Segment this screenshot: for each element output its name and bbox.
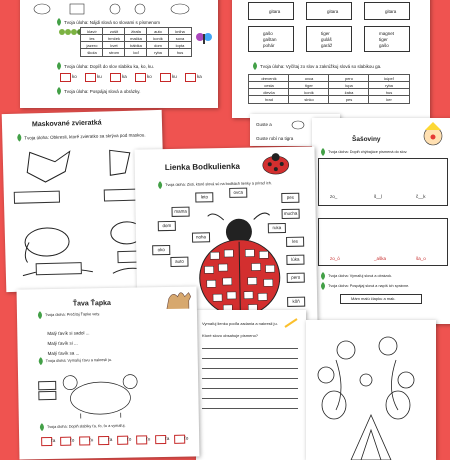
answer-box[interactable] (38, 391, 56, 400)
task-text: Tvoja úloha: Nájdi slová so slovami s písmenom (64, 20, 161, 25)
gap-word[interactable]: _aška (374, 256, 387, 261)
worksheet-title: Ťava Ťapka (72, 299, 111, 308)
sentence-line[interactable]: Malý ťavík si sadol ... (47, 330, 90, 337)
grid-cell[interactable]: auto (146, 27, 170, 36)
syllable-box[interactable] (185, 73, 196, 82)
card-word: pohár (263, 43, 275, 48)
card-word: gaštan (263, 37, 277, 42)
task-text: Tvoja úloha: Pospájaj slová a obrázky. (64, 89, 141, 94)
word-tile[interactable]: pero (287, 273, 305, 283)
picture-grid (318, 158, 448, 206)
grid-cell[interactable]: lopta (168, 41, 192, 50)
card-word: gašo (263, 31, 273, 36)
syllable-box[interactable] (135, 73, 146, 82)
pictures-icon (30, 2, 200, 16)
task-text: Tvoja úloha: Dopíš do slov slabiku ka, ko, ku. (64, 64, 155, 69)
grid-cell[interactable]: zošit (102, 27, 126, 36)
syllable-label: ťo (127, 436, 132, 442)
word-tile[interactable]: ruka (268, 223, 286, 233)
card-word: gitara (327, 9, 339, 14)
grid-cell[interactable]: bábika (124, 41, 148, 50)
syllable-label: ťu (89, 437, 94, 443)
answer-box[interactable] (36, 262, 82, 275)
leaf-icon (320, 272, 326, 280)
card-word: guláš (321, 37, 332, 42)
clown-icon (420, 122, 446, 148)
table-cell[interactable]: lupa (328, 81, 370, 90)
grid-cell[interactable]: strom (102, 48, 126, 57)
syllable-box[interactable] (160, 73, 171, 82)
word-card (306, 26, 352, 52)
worksheet-top-left (20, 0, 218, 108)
grid-cell[interactable]: koník (146, 34, 170, 43)
card-word: garáž (321, 43, 333, 48)
table-cell[interactable]: tiger (288, 81, 330, 90)
sentence-box (340, 294, 422, 304)
card-word: magnet (379, 31, 395, 36)
task-text: Tvoja úloha: Doplň slabiky ťa, ťo, ťu a vymaľuj. (46, 423, 126, 430)
table-cell[interactable]: hrad (248, 95, 290, 104)
butterfly-icon (196, 32, 212, 46)
writing-line[interactable] (202, 378, 298, 379)
syllable-label: ko (72, 74, 77, 79)
table-cell[interactable]: žaba (328, 88, 370, 97)
syllable-label: ka (122, 74, 127, 79)
table-cell[interactable]: pero (328, 74, 370, 83)
task-text: Tvoja úloha: Vymaľuj slová a obrázok. (328, 274, 393, 278)
table-cell[interactable]: pes (328, 95, 370, 104)
writing-line[interactable] (202, 408, 298, 409)
grid-cell[interactable]: škola (80, 48, 104, 57)
leaf-icon (37, 311, 43, 319)
word-tile[interactable]: les (286, 237, 304, 247)
word-tile[interactable]: dom (158, 221, 176, 231)
writing-line[interactable] (202, 368, 298, 369)
grid-cell[interactable]: dom (146, 41, 170, 50)
word-tile[interactable]: mama (171, 207, 189, 217)
gap-word[interactable]: ša_o (416, 256, 426, 261)
sentence-line[interactable]: Malý ťavík sa ... (47, 350, 80, 357)
grid-cell[interactable]: sova (168, 34, 192, 43)
leaf-icon (16, 134, 22, 142)
task-text: Tvoja úloha: Vyčítaj zo slov a zakrúžkuj slová so slabikou ga. (260, 64, 382, 69)
syllable-row (60, 73, 210, 83)
task-text: Tvoja úloha: Pospájaj slová a napíš ich správne. (328, 284, 410, 288)
syllable-label: ku (97, 74, 102, 79)
task-text: Tvoja úloha: Doplň chýbajúce písmená do slov. (328, 150, 408, 154)
grid-cell[interactable]: kvet (102, 41, 126, 50)
worksheet-title: Šašoviny (352, 136, 381, 143)
leaf-icon (56, 87, 62, 95)
word-card (364, 2, 410, 20)
worksheet-bottom-middle (196, 310, 306, 460)
table-cell[interactable]: dievča (248, 88, 290, 97)
word-tile[interactable]: lúka (286, 255, 304, 265)
gap-word[interactable]: š__l (374, 194, 383, 199)
worksheet-camel (17, 286, 200, 459)
word-tile[interactable]: ovca (229, 188, 247, 198)
syllable-label: ťa (108, 436, 113, 443)
card-word: gašo (379, 43, 389, 48)
word-tile[interactable]: mucha (282, 209, 300, 219)
task-text: Vymaľuj lienku podľa zadania a nakresli ju. (202, 321, 278, 326)
cat-icon (290, 118, 306, 130)
syllable-label: ťo (184, 435, 189, 441)
writing-line[interactable] (202, 398, 298, 399)
task-text: Tvoja úloha: Obkresli, ktoré zvieratko sa skrýva pod maskou. (24, 132, 146, 141)
answer-box[interactable] (14, 191, 60, 204)
syllable-box[interactable] (60, 73, 71, 82)
table-cell[interactable]: ovca (288, 74, 330, 83)
task-text: Tvoja úloha: Vymaľuj ťavu a nakresli ju. (45, 357, 113, 364)
pencil-icon (284, 318, 298, 328)
writing-line[interactable] (202, 358, 298, 359)
table-cell[interactable]: kúpeľ (368, 74, 410, 83)
table-cell[interactable]: cesta (248, 81, 290, 90)
word-tile[interactable]: auto (170, 257, 188, 267)
leaf-icon (56, 18, 62, 26)
word-card (248, 2, 294, 20)
gap-word[interactable]: zo_ó (330, 256, 340, 261)
leaf-icon (157, 181, 163, 189)
syllable-label: ťo (70, 437, 75, 443)
syllable-row (41, 435, 191, 448)
syllable-label: ko (147, 74, 152, 79)
grid-cell[interactable]: žirafa (124, 27, 148, 36)
sentence-text: Mám malú čiapku a mak. (351, 296, 396, 301)
card-word: gitara (269, 9, 281, 14)
worksheet-sasoviny (312, 118, 450, 324)
strip-text: Guste a (256, 122, 272, 127)
syllable-box[interactable] (110, 73, 121, 82)
leaf-icon (252, 62, 258, 70)
worksheet-top-right (232, 0, 430, 118)
table-cell[interactable]: dreveník (248, 74, 290, 83)
card-word: tiger (321, 31, 330, 36)
grid-cell[interactable]: klavír (80, 27, 104, 36)
grid-cell[interactable]: mačka (124, 34, 148, 43)
sentence-line[interactable]: Malý ťavík si ... (47, 340, 78, 347)
syllable-label: ku (172, 74, 177, 79)
grid-cell[interactable]: jazero (80, 41, 104, 50)
word-card (306, 2, 352, 20)
word-card (248, 26, 294, 52)
strip-text: Guste robí na tigra (256, 136, 294, 141)
grid-cell[interactable]: hus (168, 48, 192, 57)
word-tile[interactable]: kôň (287, 297, 305, 307)
syllable-label: ťa (51, 437, 56, 444)
writing-line[interactable] (202, 348, 298, 349)
camel-coloring-icon (50, 367, 161, 419)
gap-word[interactable]: č__k (416, 194, 426, 199)
word-card (364, 26, 410, 52)
grid-cell[interactable]: loď (124, 48, 148, 57)
word-tile[interactable]: pes (281, 193, 299, 203)
card-word: tiger (379, 37, 388, 42)
syllable-box[interactable] (85, 73, 96, 82)
task-text: Ktoré slovo obsahuje písmeno? (202, 333, 259, 338)
worksheet-title: Lienka Bodkulienka (164, 161, 241, 173)
table-cell[interactable]: ker (368, 95, 410, 104)
grid-cell[interactable]: hrnček (102, 34, 126, 43)
card-word: gitara (385, 9, 397, 14)
gap-word[interactable]: zo_ (330, 194, 338, 199)
table-cell[interactable]: slnko (288, 95, 330, 104)
leaf-icon (320, 282, 326, 290)
grid-cell[interactable]: les (80, 34, 104, 43)
leaf-icon (320, 148, 326, 156)
table-cell[interactable]: ryba (368, 81, 410, 90)
answer-box[interactable] (38, 381, 56, 390)
word-tile[interactable]: oko (152, 245, 170, 255)
syllable-label: ťa (165, 435, 170, 442)
word-tile[interactable]: leto (195, 192, 213, 202)
leaf-icon (56, 62, 62, 70)
table-cell[interactable]: koník (288, 88, 330, 97)
task-text: Tvoja úloha: Prečítaj Ťapke vety. (44, 312, 101, 318)
grid-cell[interactable]: ryba (146, 48, 170, 57)
worksheet-title: Maskované zvieratká (31, 119, 102, 129)
syllable-label: ťu (146, 436, 151, 442)
animal-drawings-row (30, 2, 200, 16)
grid-cell[interactable]: kniha (168, 27, 192, 36)
writing-line[interactable] (202, 388, 298, 389)
camel-icon (162, 286, 194, 313)
circus-coloring-icon (306, 320, 436, 460)
leaf-icon (38, 357, 44, 365)
word-tile[interactable]: noha (192, 232, 210, 242)
leaf-icon (39, 423, 45, 431)
table-cell[interactable]: hus (368, 88, 410, 97)
syllable-label: ka (197, 74, 202, 79)
worksheet-circus (306, 320, 436, 460)
ladybug-small-icon (261, 151, 291, 176)
task-text: Tvoja úloha: Zisti, ktoré slová sú na bodkách lienky a priraď ich. (165, 181, 272, 188)
